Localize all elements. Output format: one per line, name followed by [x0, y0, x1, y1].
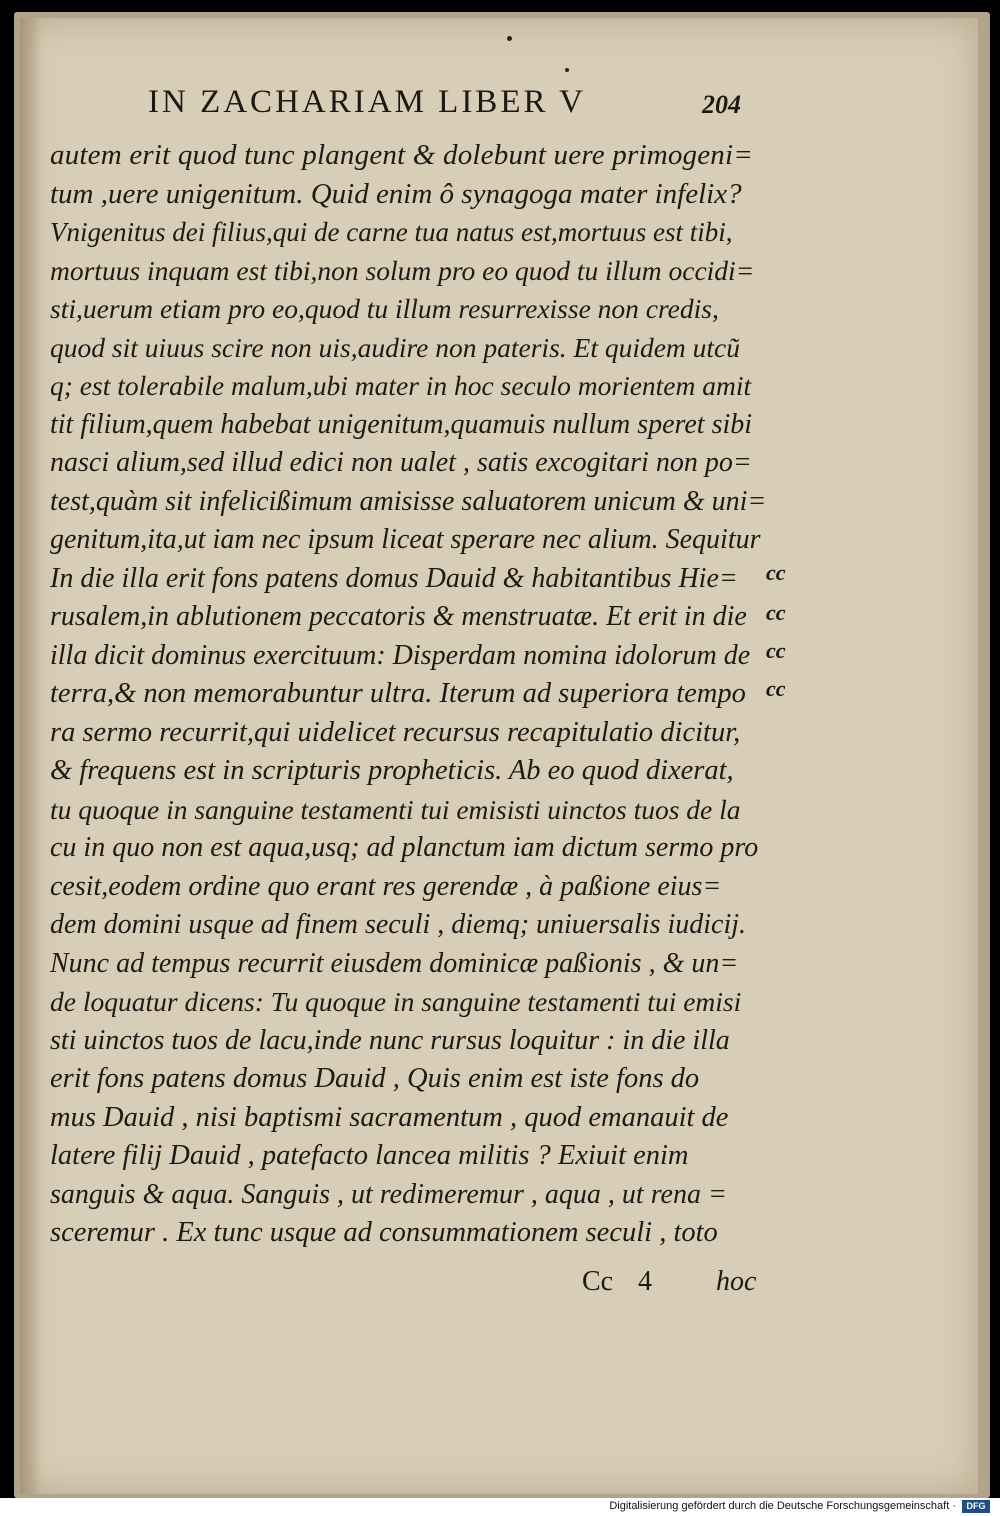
text-line: test,quàm sit infelicißimum amisisse saluatorem unicum & uni=: [50, 485, 767, 517]
signature-mark: Cc: [582, 1266, 614, 1297]
ink-speck: [565, 68, 569, 72]
page-header: [148, 84, 768, 128]
text-line: & frequens est in scripturis propheticis. Ab eo quod dixerat,: [50, 755, 734, 786]
text-line: erit fons patens domus Dauid , Quis enim est iste fons do: [50, 1063, 700, 1094]
text-line: mus Dauid , nisi baptismi sacramentum , quod emanauit de: [50, 1101, 729, 1133]
folio-number: 204: [702, 90, 741, 119]
text-line: Nunc ad tempus recurrit eiusdem dominicæ paßionis , & un=: [50, 947, 739, 979]
text-line: rusalem,in ablutionem peccatoris & menstruatæ. Et erit in die: [50, 601, 747, 632]
margin-quote-mark: cc: [766, 638, 786, 663]
text-line: cesit,eodem ordine quo erant res gerendæ , à paßione eius=: [50, 870, 722, 902]
text-line: tit filium,quem habebat unigenitum,quamuis nullum speret sibi: [50, 408, 753, 440]
text-line: de loquatur dicens: Tu quoque in sanguine testamenti tui emisi: [50, 986, 742, 1017]
text-line: genitum,ita,ut iam nec ipsum liceat sperare nec alium. Sequitur: [50, 524, 761, 555]
text-line: sceremur . Ex tunc usque ad consummationem seculi , toto: [50, 1217, 718, 1248]
text-line: dem domini usque ad finem seculi , diemq; uniuersalis iudicij.: [50, 909, 747, 940]
catchword: hoc: [716, 1266, 757, 1297]
text-line: illa dicit dominus exercituum: Disperdam nomina idolorum de: [50, 639, 751, 671]
text-line: autem erit quod tunc plangent & dolebunt uere primogeni=: [50, 139, 754, 171]
text-line: mortuus inquam est tibi,non solum pro eo quod tu illum occidi=: [50, 254, 755, 286]
text-line: cu in quo non est aqua,usq; ad planctum iam dictum sermo pro: [50, 832, 759, 863]
ink-speck: [507, 36, 512, 41]
signature-number: 4: [638, 1266, 652, 1297]
text-line: sanguis & aqua. Sanguis , ut redimeremur , aqua , ut rena =: [50, 1178, 727, 1210]
text-line: q; est tolerabile malum,ubi mater in hoc seculo morientem amit: [50, 370, 752, 401]
text-line: In die illa erit fons patens domus Dauid & habitantibus Hie=: [50, 562, 738, 594]
text-line: Vnigenitus dei filius,qui de carne tua natus est,mortuus est tibi,: [50, 217, 733, 247]
dfg-logo-icon: DFG: [962, 1500, 990, 1513]
text-line: nasci alium,sed illud edici non ualet , satis excogitari non po=: [50, 447, 752, 478]
running-title: IN ZACHARIAM LIBER V: [148, 84, 586, 120]
text-line: quod sit uiuus scire non uis,audire non pateris. Et quidem utcũ: [50, 331, 741, 363]
text-line: terra,& non memorabuntur ultra. Iterum ad superiora tempo: [50, 678, 746, 709]
margin-quote-mark: cc: [766, 560, 786, 585]
text-line: tu quoque in sanguine testamenti tui emisisti uinctos tuos de la: [50, 793, 741, 825]
text-line: sti uinctos tuos de lacu,inde nunc rursus loquitur : in die illa: [50, 1024, 730, 1056]
text-line: sti,uerum etiam pro eo,quod tu illum resurrexisse non credis,: [50, 293, 719, 324]
page-gutter-shadow: [20, 18, 42, 1494]
text-line: ra sermo recurrit,qui uidelicet recursus recapitulatio dicitur,: [50, 716, 741, 748]
margin-quote-mark: cc: [766, 600, 786, 625]
funding-credit: Digitalisierung gefördert durch die Deutsche Forschungsgemeinschaft ·: [609, 1500, 956, 1512]
text-line: latere filij Dauid , patefacto lancea militis ? Exiuit enim: [50, 1140, 689, 1171]
margin-quote-mark: cc: [766, 676, 786, 701]
text-line: tum ,uere unigenitum. Quid enim ô synagoga mater infelix?: [50, 177, 742, 210]
